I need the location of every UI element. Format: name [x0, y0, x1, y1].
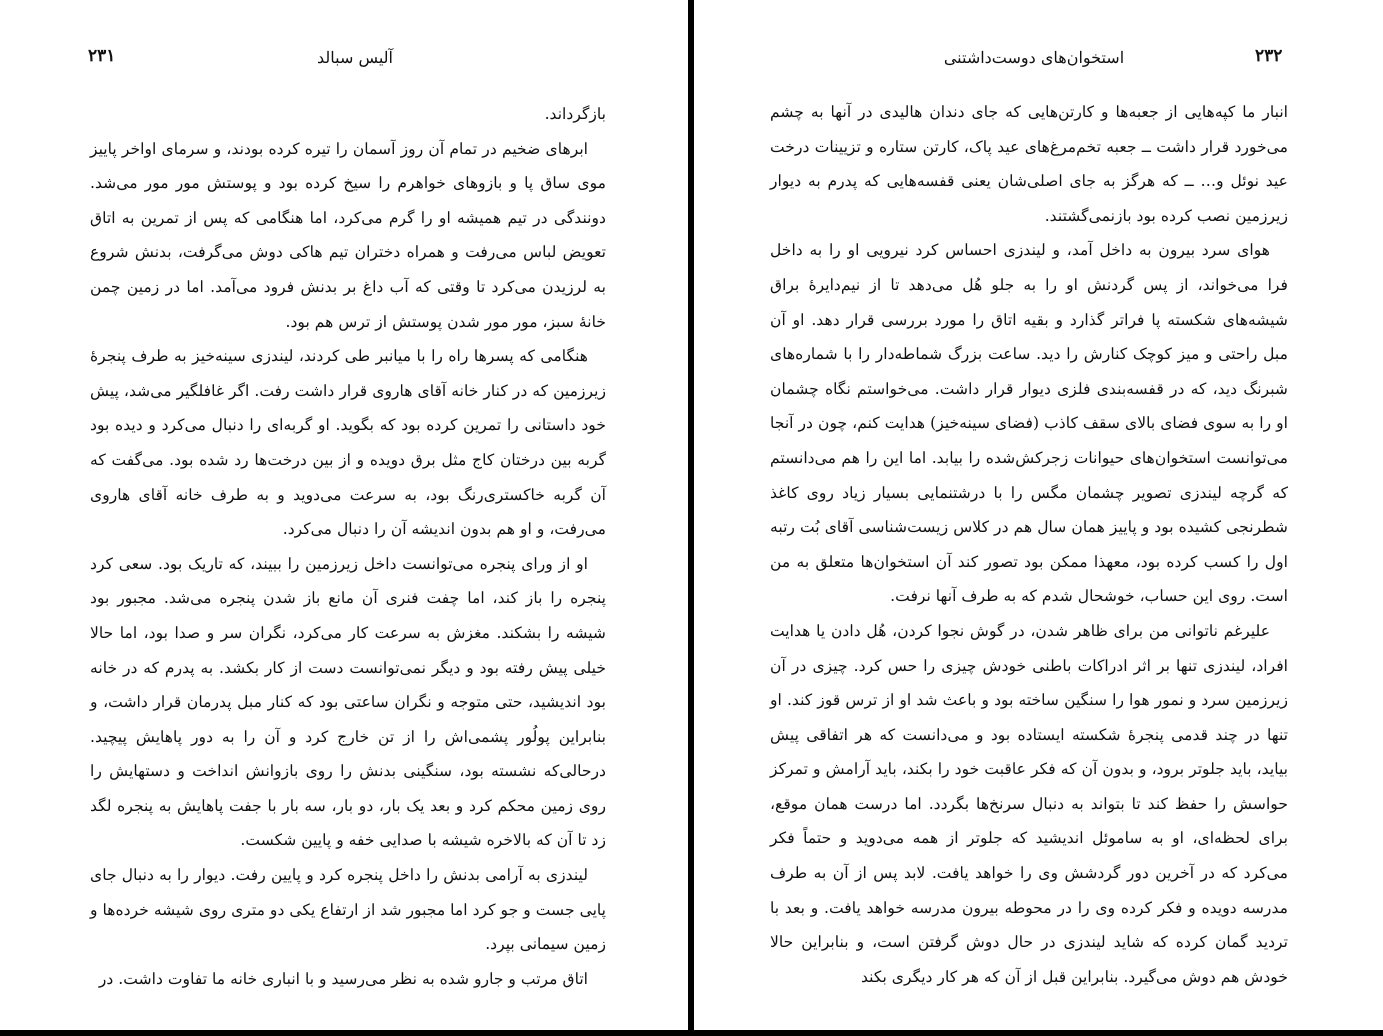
paragraph: ابرهای ضخیم در تمام آن روز آسمان را تیره کرده بودند، و سرمای اواخر پاییز موی ساق پا و بازوهای خواهرم را سیخ کرده بود و پوستش مور مور می‌شد. دونندگی در تیم همیشه او را گرم می‌کرد، اما هنگامی که پس از تمرین به اتاق تعویض لباس می‌رفت و همراه دختران تیم هاکی دوش می‌گرفت، بدنش شروع به لرزیدن می‌کرد تا وقتی که آب داغ بر بدنش فرود می‌آمد. اما در زمین چمن خانهٔ سبز، مور مور شدن پوستش از ترس هم بود. — [90, 139, 606, 331]
paragraph: انبار ما کپه‌هایی از جعبه‌ها و کارتن‌هایی که جای دندان هالیدی در آنها به چشم می‌خورد قرار داشت ــ جعبه تخم‌مرغ‌های عید پاک، کارتن ستاره و تزیینات درخت عید نوئل و… ــ که هرگز به جای اصلی‌شان یعنی قفسه‌هایی که پدرم به دیوار زیرزمین نصب کرده بود بازنمی‌گشتند. — [770, 103, 1288, 225]
paragraph: هنگامی که پسرها راه را با میانبر طی کردند، لیندزی سینه‌خیز به طرف پنجرهٔ زیرزمین که در کنار خانه آقای هاروی قرار داشت رفت. اگر غافلگیر می‌شد، پیش خود داستانی را تمرین کرده بود که بگوید. او گربه‌ای را دنبال می‌کرد و دیده بود گربه بین درختان کاج مثل برق دویده و از بین درخت‌ها رد شده بود. می‌گفت که آن گربه خاکستری‌رنگ بود، به سرعت می‌دوید و به طرف خانه آقای هاروی می‌رفت، و او هم بدون اندیشه آن را دنبال می‌کرد. — [90, 347, 606, 539]
page-232 — [694, 0, 1383, 1036]
page-number: ۲۳۲ — [1255, 46, 1283, 66]
page-bottom-edge — [0, 1030, 1383, 1036]
paragraph: او از ورای پنجره می‌توانست داخل زیرزمین را ببیند، که تاریک بود. سعی کرد پنجره را باز کند، اما چفت فنری آن مانع باز شدن پنجره می‌شد. مجبور بود شیشه را بشکند. مغزش به سرعت کار می‌کرد، نگران سر و صدا بود، اما حالا خیلی پیش رفته بود و دیگر نمی‌توانست دست از کار بکشد. به پدرم که در خانه بود اندیشید، حتی متوجه و نگران ساعتی بود که کنار مبل پدرمان قرار داشت، و بنابراین پولُور پشمی‌اش را از تن خارج کرد و آن را به دور پاهایش پیچید. درحالی‌که نشسته بود، سنگینی بدنش را روی بازوانش انداخت و دستهایش را روی زمین محکم کرد و بعد یک بار، دو بار، سه بار با جفت پاهایش به پنجره لگد زد تا آن که بالاخره شیشه با صدایی خفه و پایین شکست. — [90, 554, 606, 850]
page-number: ۲۳۱ — [88, 46, 116, 66]
paragraph: لیندزی به آرامی بدنش را داخل پنجره کرد و پایین رفت. دیوار را به دنبال جای پایی جست و جو کرد اما مجبور شد از ارتفاع یکی دو متری روی شیشه خرده‌ها و زمین سیمانی بپرد. — [90, 866, 606, 954]
page-231 — [0, 0, 688, 1036]
running-title: آلیس سبالد — [316, 48, 393, 67]
paragraph: اتاق مرتب و جارو شده به نظر می‌رسید و با انباری خانه ما تفاوت داشت. در — [98, 969, 588, 988]
paragraph: بازگرداند. — [544, 105, 606, 123]
running-title: استخوان‌های دوست‌داشتنی — [943, 48, 1125, 67]
paragraph: علیرغم ناتوانی من برای ظاهر شدن، در گوش نجوا کردن، هُل دادن یا هدایت افراد، لیندزی تنها بر اثر ادراکات باطنی خودش چیزی را حس کرد. چیزی در آن زیرزمین سرد و نمور هوا را سنگین ساخته بود و باعث شد او از ترس قوز کند. او تنها در چند قدمی پنجرهٔ شکسته ایستاده بود و می‌دانست که هر اتفاقی پیش بیاید، باید جلوتر برود، و بدون آن که فکر عاقبت خود را بکند، باید آرامش و تمرکز حواسش را حفظ کند تا بتواند به دنبال سرنخ‌ها بگردد. اما درست همان موقع، برای لحظه‌ای، او به ساموئل اندیشید که جلوتر از همه می‌دوید و حتماً فکر می‌کرد که در آخرین دور گردشش وی را خواهد یافت. لابد پس از آن به طرف مدرسه دویده و فکر کرده وی را در محوطه بیرون مدرسه خواهد یافت. و بعد با تردید گمان کرده که شاید لیندزی در حال دوش گرفتن است، و بنابراین حالا خودش هم دوش می‌گیرد. بنابراین قبل از آن که هر کار دیگری بکند — [770, 621, 1288, 986]
body-text — [90, 97, 606, 988]
paragraph: هوای سرد بیرون به داخل آمد، و لیندزی احساس کرد نیرویی او را به داخل فرا می‌خواند، از پس گردنش او را به جلو هُل می‌دهد تا از نیم‌دایرهٔ براق شیشه‌های شکسته پا فراتر گذارد و بقیه اتاق را مورد بررسی قرار دهد. او آن مبل راحتی و میز کوچک کنارش را دید. ساعت بزرگ شماطه‌دار را با شماره‌های شبرنگ دید، که در قفسه‌بندی فلزی دیوار قرار داشت. می‌خواستم نگاه چشمان او را به سوی فضای بالای سقف کاذب (فضای سینه‌خیز) هدایت کنم، چون در آنجا می‌توانست استخوان‌های حیوانات زجرکش‌شده را بیابد. اما این را هم می‌دانستم که گرچه لیندزی تصویر چشمان مگس را با درشتنمایی بسیار زیاد روی کاغذ شطرنجی کشیده بود و پاییز همان سال هم در کلاس زیست‌شناسی آقای بُت رتبه اول را کسب کرده بود، معهذا ممکن بود تصور کند آن استخوان‌ها متعلق به من است. روی این حساب، خوشحال شدم که به طرف آنها نرفت. — [770, 241, 1288, 606]
body-text — [770, 95, 1288, 986]
